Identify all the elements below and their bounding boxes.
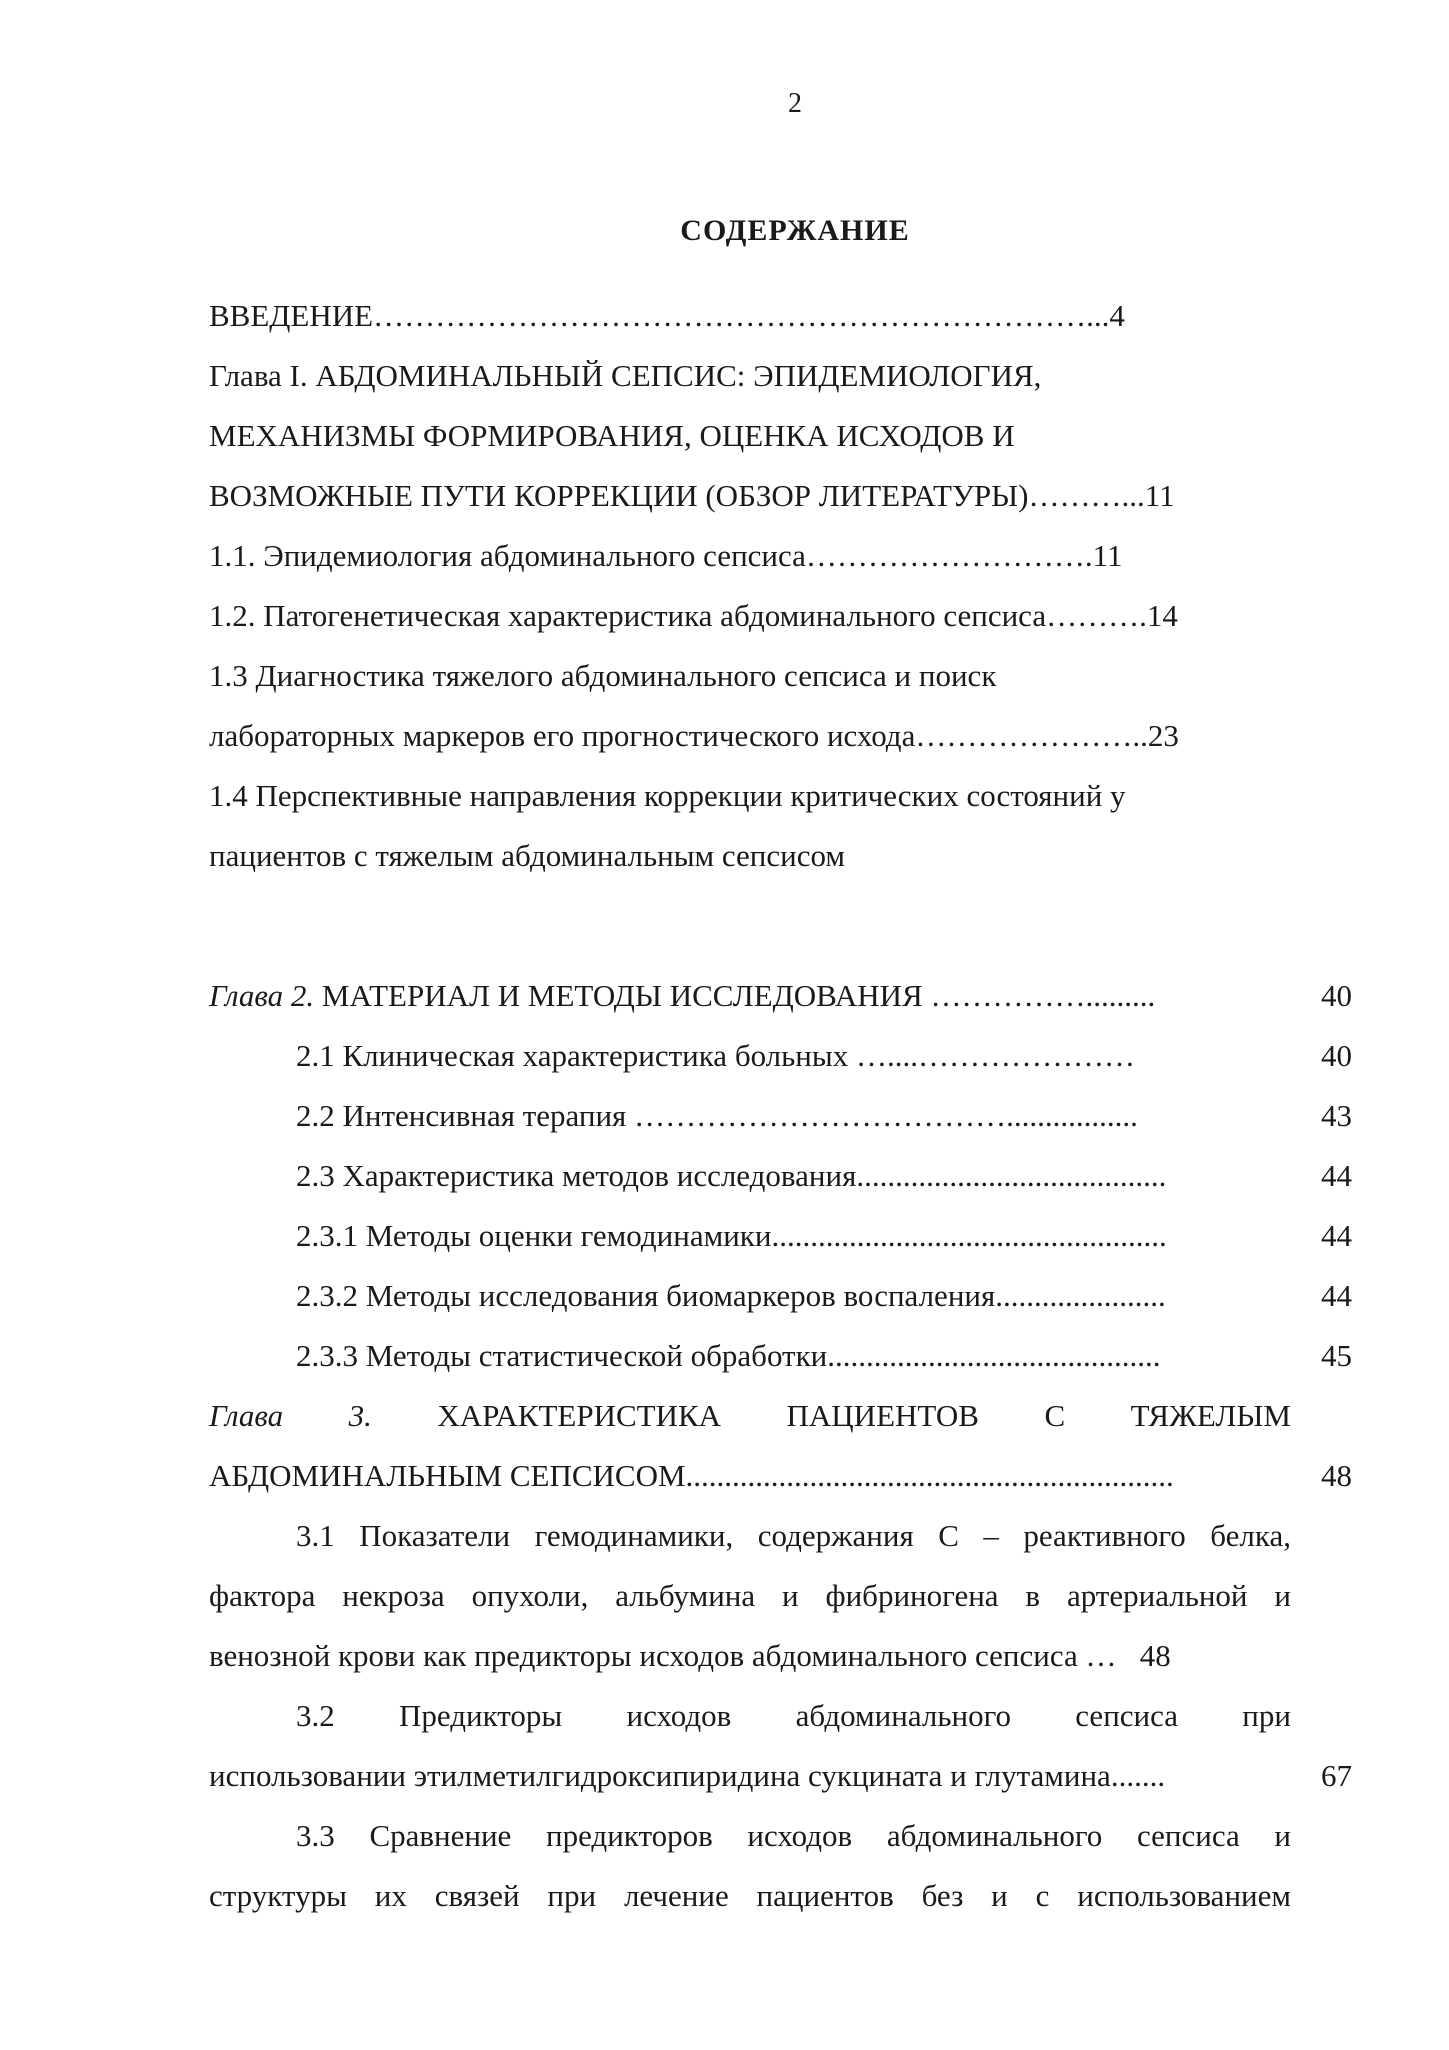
toc-entry-section-1-1: 1.1. Эпидемиология абдоминального сепсиса……………………….11 (209, 538, 1123, 573)
toc-entry-section-2-3-2: 2.3.2 Методы исследования биомаркеров воспаления...................... (296, 1278, 1166, 1313)
toc-entry-section-1-2: 1.2. Патогенетическая характеристика абдоминального сепсиса……….14 (209, 598, 1178, 633)
chapter-3-word-4: ПАЦИЕНТОВ (786, 1398, 979, 1433)
chapter-3-word-1: Глава (209, 1398, 284, 1433)
chapter-2-page: 40 (1321, 978, 1352, 1013)
toc-entry-section-3-3-line-1: 3.3 Сравнение предикторов исходов абдоминального сепсиса и (296, 1818, 1291, 1853)
toc-entry-section-2-3: 2.3 Характеристика методов исследования........................................ (296, 1158, 1167, 1193)
section-2-3-3-page: 45 (1321, 1338, 1352, 1373)
chapter-2-label: Глава 2. (209, 978, 315, 1013)
toc-entry-section-2-3-3: 2.3.3 Методы статистической обработки........................................... (296, 1338, 1161, 1373)
toc-entry-section-3-3-line-2: структуры их связей при лечение пациентов без и с использованием (209, 1878, 1291, 1913)
toc-entry-section-1-3-line-1: 1.3 Диагностика тяжелого абдоминального сепсиса и поиск (209, 658, 997, 693)
toc-entry-section-2-3-1: 2.3.1 Методы оценки гемодинамики................................................... (296, 1218, 1167, 1253)
chapter-3-word-5: С (1044, 1398, 1066, 1433)
section-2-2-page: 43 (1321, 1098, 1352, 1133)
toc-entry-section-3-2-line-1: 3.2 Предикторы исходов абдоминального сепсиса при (296, 1698, 1291, 1733)
toc-entry-chapter-1-line-1: Глава I. АБДОМИНАЛЬНЫЙ СЕПСИС: ЭПИДЕМИОЛОГИЯ, (209, 358, 1042, 393)
toc-entry-introduction: ВВЕДЕНИЕ……………………………………………………………...4 (209, 298, 1125, 333)
toc-entry-section-3-1-line-2: фактора некроза опухоли, альбумина и фибриногена в артериальной и (209, 1578, 1291, 1613)
toc-entry-section-1-4-line-1: 1.4 Перспективные направления коррекции критических состояний у (209, 778, 1126, 813)
toc-entry-section-3-1-line-1: 3.1 Показатели гемодинамики, содержания С – реактивного белка, (296, 1518, 1291, 1553)
page-title: СОДЕРЖАНИЕ (680, 214, 910, 247)
toc-entry-chapter-1-line-3: ВОЗМОЖНЫЕ ПУТИ КОРРЕКЦИИ (ОБЗОР ЛИТЕРАТУРЫ)………...11 (209, 478, 1175, 513)
toc-entry-section-2-1: 2.1 Клиническая характеристика больных …....………………… (296, 1038, 1135, 1073)
toc-entry-section-1-4-line-2: пациентов с тяжелым абдоминальным сепсисом (209, 838, 846, 873)
chapter-2-title: МАТЕРИАЛ И МЕТОДЫ ИССЛЕДОВАНИЯ ……………......... (314, 978, 1156, 1013)
chapter-3-word-2: 3. (348, 1398, 372, 1433)
toc-entry-chapter-1-line-2: МЕХАНИЗМЫ ФОРМИРОВАНИЯ, ОЦЕНКА ИСХОДОВ И (209, 418, 1015, 453)
chapter-3-page: 48 (1321, 1458, 1352, 1493)
page-number: 2 (788, 88, 802, 119)
section-3-2-page: 67 (1321, 1758, 1352, 1793)
section-2-3-page: 44 (1321, 1158, 1352, 1193)
chapter-3-word-3: ХАРАКТЕРИСТИКА (437, 1398, 722, 1433)
toc-entry-chapter-2 (209, 976, 1155, 1016)
section-2-3-1-page: 44 (1321, 1218, 1352, 1253)
section-2-3-2-page: 44 (1321, 1278, 1352, 1313)
toc-entry-chapter-3-line-2: АБДОМИНАЛЬНЫМ СЕПСИСОМ............................................................... (209, 1458, 1174, 1493)
toc-entry-section-2-2: 2.2 Интенсивная терапия ………………………………................. (296, 1098, 1138, 1133)
chapter-3-word-6: ТЯЖЕЛЫМ (1130, 1398, 1291, 1433)
section-2-1-page: 40 (1321, 1038, 1352, 1073)
toc-entry-chapter-3-line-1 (209, 1396, 1291, 1436)
toc-entry-section-3-2-line-2: использовании этилметилгидроксипиридина сукцината и глутамина....... (209, 1758, 1166, 1793)
toc-entry-section-1-3-line-2: лабораторных маркеров его прогностического исхода…………………..23 (209, 718, 1179, 753)
toc-entry-section-3-1-line-3: венозной крови как предикторы исходов абдоминального сепсиса … 48 (209, 1638, 1171, 1673)
